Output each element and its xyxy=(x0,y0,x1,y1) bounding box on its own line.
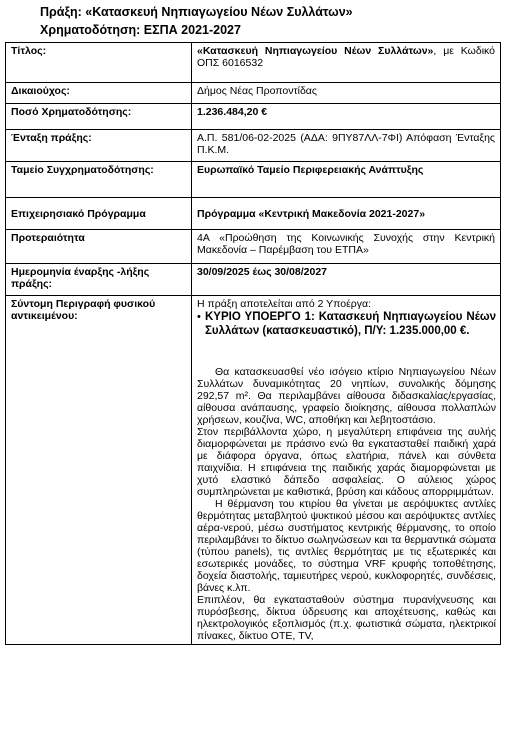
row-beneficiary xyxy=(6,83,501,104)
document-header xyxy=(0,0,506,40)
label-description: Σύντομη Περιγραφή φυσικού αντικειμένου: xyxy=(6,296,192,645)
value-fund: Ευρωπαϊκό Ταμείο Περιφερειακής Ανάπτυξης xyxy=(192,162,501,198)
description-intro: Η πράξη αποτελείται από 2 Υποέργα: xyxy=(197,298,371,310)
description-paragraph-1: Θα κατασκευασθεί νέο ισόγειο κτίριο Νηπιαγωγείου Νέων Συλλάτων δυναμικότητας 20 νηπίων, συνολικής δόμησης 292,57 m². Θα περιλαμβάνει αίθουσα διδασκαλίας/εργασίας, αίθουσα ανάπαυσης, γραφείο διοίκησης, αίθουσα πολλαπλών χρήσεων, κουζίνα, WC, αποθήκη και λεβητοστάσιο. xyxy=(197,366,496,426)
label-title: Τίτλος: xyxy=(6,43,192,83)
value-dates: 30/09/2025 έως 30/08/2027 xyxy=(192,264,501,296)
value-title xyxy=(192,43,501,83)
label-fund: Ταμείο Συγχρηματοδότησης: xyxy=(6,162,192,198)
label-dates: Ημερομηνία έναρξης -λήξης πράξης: xyxy=(6,264,192,296)
label-priority: Προτεραιότητα xyxy=(6,230,192,264)
value-inclusion: Α.Π. 581/06-02-2025 (ΑΔΑ: 9ΠΥ87ΛΛ-7ΦΙ) Απόφαση Ένταξης Π.Κ.Μ. xyxy=(192,130,501,162)
project-heading: Πράξη: «Κατασκευή Νηπιαγωγείου Νέων Συλλάτων» xyxy=(40,5,353,19)
funding-heading: Χρηματοδότηση: ΕΣΠΑ 2021-2027 xyxy=(40,23,241,37)
row-inclusion xyxy=(6,130,501,162)
row-title xyxy=(6,43,501,83)
bullet-icon: • xyxy=(197,311,201,323)
label-program: Επιχειρησιακό Πρόγραμμα xyxy=(6,198,192,230)
description-paragraph-3: Η θέρμανση του κτιρίου θα γίνεται με αερόψυκτες αντλίες θερμότητας μεταβλητού ψυκτικού μέσου και αερόψυκτες αντλίες αέρα-νερού, μέσω συστήματος κεντρικής θέρμανσης, το οποίο περιλαμβάνει το δίκτυο σωληνώσεων και τα θερμαντικά σώματα (τύπου panels), τις αντλίες θερμότητας με τις εξωτερικές και εσωτερικές μονάδες, το σύστημα VRF κρυφής τοποθέτησης, δοχεία διαστολής, ταμιευτήρες νερού, κυκλοφορητές, συνδέσεις, βάνες κ.λπ. xyxy=(197,498,496,594)
label-amount: Ποσό Χρηματοδότησης: xyxy=(6,104,192,130)
row-fund xyxy=(6,162,501,198)
row-priority xyxy=(6,230,501,264)
description-paragraph-4: Επιπλέον, θα εγκατασταθούν σύστημα πυρανίχνευσης και πυρόσβεσης, δίκτυα ύδρευσης και αποχέτευσης, καθώς και ηλεκτρολογικός εξοπλισμός (π.χ. φωτιστικά σώματα, ηλεκτρικοί πίνακες, δίκτυο ΟΤΕ, TV, xyxy=(197,594,496,642)
title-bold: «Κατασκευή Νηπιαγωγείου Νέων Συλλάτων» xyxy=(197,45,434,57)
spacer xyxy=(197,338,496,366)
title-rest: , με Κωδικό ΟΠΣ 6016532 xyxy=(197,45,495,69)
value-priority: 4Α «Προώθηση της Κοινωνικής Συνοχής στην Κεντρική Μακεδονία – Παρέμβαση του ΕΤΠΑ» xyxy=(192,230,501,264)
value-description xyxy=(192,296,501,645)
value-amount: 1.236.484,20 € xyxy=(192,104,501,130)
description-paragraph-2: Στον περιβάλλοντα χώρο, η μεγαλύτερη επιφάνεια της αυλής διαμορφώνεται με πράσινο ενώ θα εγκατασταθεί παιδική χαρά με διάφορα όργανα, όπως ελατήρια, πάνελ και σύνθετα παιχνίδια. Η επιφάνεια της παιδικής χαράς διαμορφώνεται με χυτό ελαστικό δάπεδο ασφαλείας. Ο αύλειος χώρος συμπληρώνεται με καθιστικά, βρύση και κάδους απορριμμάτων. xyxy=(197,426,496,498)
row-program xyxy=(6,198,501,230)
row-dates xyxy=(6,264,501,296)
label-inclusion: Ένταξη πράξης: xyxy=(6,130,192,162)
project-info-table xyxy=(5,42,501,645)
subproject-item xyxy=(197,310,496,338)
value-beneficiary: Δήμος Νέας Προποντίδας xyxy=(192,83,501,104)
row-amount xyxy=(6,104,501,130)
value-program: Πρόγραμμα «Κεντρική Μακεδονία 2021-2027» xyxy=(192,198,501,230)
label-beneficiary: Δικαιούχος: xyxy=(6,83,192,104)
subproject-title: ΚΥΡΙΟ ΥΠΟΕΡΓΟ 1: Κατασκευή Νηπιαγωγείου Νέων Συλλάτων (κατασκευαστικό), Π/Υ: 1.235.000,00 €. xyxy=(205,311,496,337)
row-description xyxy=(6,296,501,645)
